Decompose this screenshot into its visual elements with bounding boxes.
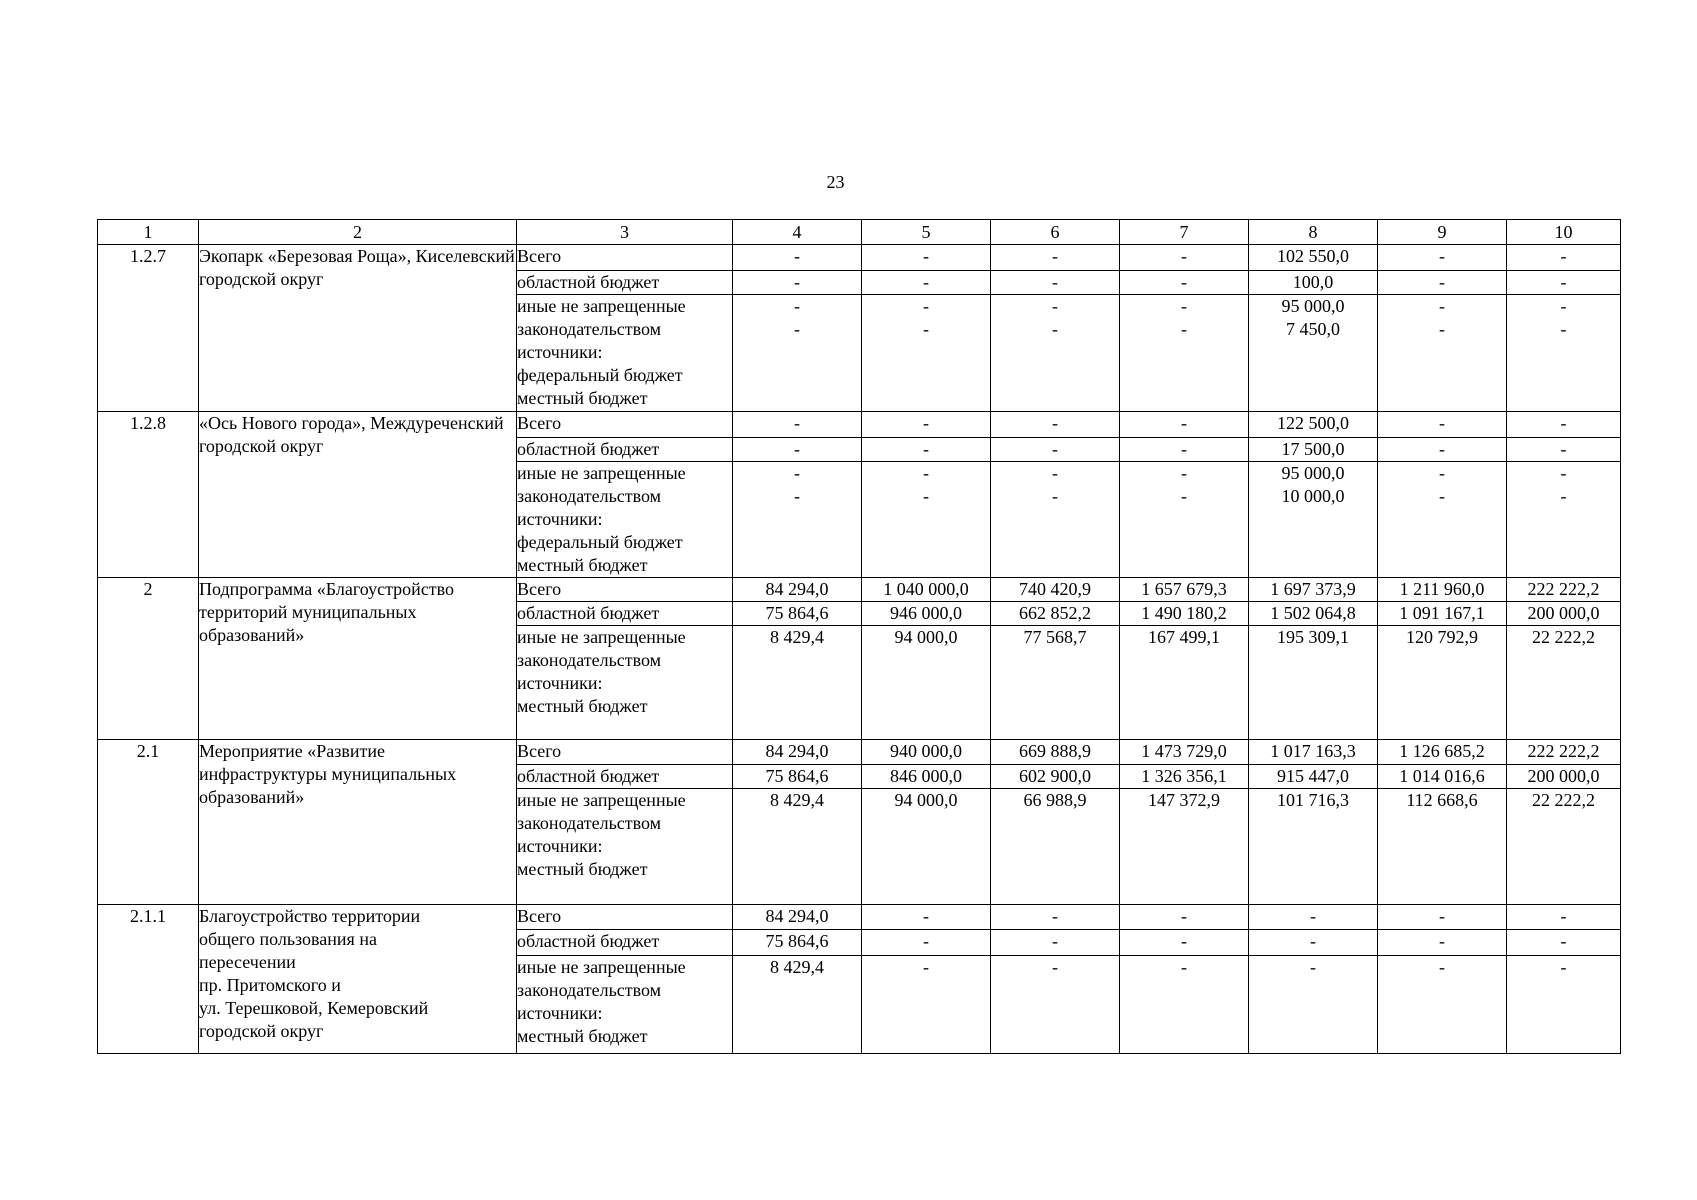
total-value: 740 420,9 bbox=[991, 578, 1120, 602]
column-header: 6 bbox=[991, 220, 1120, 245]
total-value: 1 211 960,0 bbox=[1378, 578, 1507, 602]
source-local-label: местный бюджет bbox=[517, 859, 648, 879]
table-header bbox=[98, 220, 1621, 245]
source-local-label: местный бюджет bbox=[517, 555, 648, 575]
regional-value: 1 091 167,1 bbox=[1378, 602, 1507, 626]
table-body bbox=[98, 245, 1621, 1054]
other-sources-values bbox=[991, 462, 1120, 578]
source-regional-label: областной бюджет bbox=[517, 271, 733, 295]
local-value: - bbox=[794, 486, 800, 506]
total-value: 84 294,0 bbox=[733, 740, 862, 765]
total-value: - bbox=[1120, 412, 1249, 438]
other-sources-values bbox=[862, 295, 991, 412]
local-value: - bbox=[1181, 957, 1187, 977]
regional-value: - bbox=[991, 930, 1120, 956]
column-header: 5 bbox=[862, 220, 991, 245]
column-header: 1 bbox=[98, 220, 199, 245]
source-other-label: иные не запрещенные законодательством источники: bbox=[517, 627, 686, 693]
local-value: 167 499,1 bbox=[1148, 627, 1220, 647]
regional-value: - bbox=[1120, 438, 1249, 462]
other-sources-values bbox=[1249, 295, 1378, 412]
source-regional-label: областной бюджет bbox=[517, 438, 733, 462]
column-number-row bbox=[98, 220, 1621, 245]
total-value: 1 126 685,2 bbox=[1378, 740, 1507, 765]
federal-value: 95 000,0 bbox=[1281, 296, 1345, 316]
column-header: 10 bbox=[1507, 220, 1621, 245]
source-local-label: местный бюджет bbox=[517, 696, 648, 716]
regional-value: 946 000,0 bbox=[862, 602, 991, 626]
source-other-cell bbox=[517, 956, 733, 1054]
total-value: 84 294,0 bbox=[733, 578, 862, 602]
source-other-label: иные не запрещенные законодательством источники: bbox=[517, 296, 686, 362]
total-value: - bbox=[733, 412, 862, 438]
other-sources-values bbox=[1249, 626, 1378, 740]
federal-value: - bbox=[923, 463, 929, 483]
total-value: 222 222,2 bbox=[1507, 578, 1621, 602]
other-sources-values bbox=[1507, 789, 1621, 905]
other-sources-values bbox=[1120, 956, 1249, 1054]
source-other-label: иные не запрещенные законодательством источники: bbox=[517, 957, 686, 1023]
local-value: 101 716,3 bbox=[1277, 790, 1349, 810]
total-value: 669 888,9 bbox=[991, 740, 1120, 765]
local-value: 66 988,9 bbox=[1023, 790, 1087, 810]
total-value: - bbox=[1507, 412, 1621, 438]
local-value: 195 309,1 bbox=[1277, 627, 1349, 647]
source-total-label: Всего bbox=[517, 412, 733, 438]
source-total-label: Всего bbox=[517, 740, 733, 765]
regional-value: - bbox=[1507, 438, 1621, 462]
local-value: 10 000,0 bbox=[1281, 486, 1345, 506]
table-row bbox=[98, 740, 1621, 765]
total-value: 1 017 163,3 bbox=[1249, 740, 1378, 765]
regional-value: - bbox=[1120, 271, 1249, 295]
regional-value: - bbox=[1120, 930, 1249, 956]
total-value: - bbox=[1378, 412, 1507, 438]
other-sources-values bbox=[1120, 295, 1249, 412]
item-name bbox=[199, 905, 517, 1054]
other-sources-values bbox=[1249, 789, 1378, 905]
source-other-label: иные не запрещенные законодательством источники: bbox=[517, 463, 686, 529]
local-value: - bbox=[1052, 486, 1058, 506]
source-total-label: Всего bbox=[517, 245, 733, 271]
source-federal-label: федеральный бюджет bbox=[517, 532, 683, 552]
other-sources-values bbox=[733, 626, 862, 740]
other-sources-values bbox=[1507, 295, 1621, 412]
other-sources-values bbox=[991, 626, 1120, 740]
federal-value: - bbox=[1560, 463, 1567, 483]
source-local-label: местный бюджет bbox=[517, 388, 648, 408]
table-row bbox=[98, 905, 1621, 930]
total-value: - bbox=[991, 905, 1120, 930]
total-value: - bbox=[733, 245, 862, 271]
other-sources-values bbox=[991, 295, 1120, 412]
regional-value: 915 447,0 bbox=[1249, 765, 1378, 789]
total-value: - bbox=[1507, 245, 1621, 271]
other-sources-values bbox=[1120, 462, 1249, 578]
column-header: 3 bbox=[517, 220, 733, 245]
local-value: - bbox=[923, 319, 929, 339]
source-regional-label: областной бюджет bbox=[517, 930, 733, 956]
local-value: 8 429,4 bbox=[770, 957, 824, 977]
total-value: - bbox=[991, 412, 1120, 438]
regional-value: 1 326 356,1 bbox=[1120, 765, 1249, 789]
source-other-cell bbox=[517, 295, 733, 412]
item-name: Подпрограмма «Благоустройство территорий муниципальных образований» bbox=[199, 578, 517, 740]
local-value: 94 000,0 bbox=[894, 627, 958, 647]
budget-table bbox=[97, 219, 1621, 1054]
regional-value: 200 000,0 bbox=[1507, 765, 1621, 789]
local-value: - bbox=[1181, 486, 1187, 506]
table-row bbox=[98, 578, 1621, 602]
source-regional-label: областной бюджет bbox=[517, 765, 733, 789]
federal-value: - bbox=[1181, 296, 1187, 316]
regional-value: - bbox=[862, 271, 991, 295]
regional-value: - bbox=[733, 271, 862, 295]
item-number: 1.2.8 bbox=[98, 412, 199, 578]
column-header: 8 bbox=[1249, 220, 1378, 245]
local-value: 112 668,6 bbox=[1406, 790, 1478, 810]
total-value: - bbox=[1507, 905, 1621, 930]
page-number: 23 bbox=[826, 172, 845, 192]
source-other-cell bbox=[517, 462, 733, 578]
total-value: - bbox=[862, 412, 991, 438]
item-number: 2.1 bbox=[98, 740, 199, 905]
local-value: - bbox=[1560, 486, 1567, 506]
local-value: - bbox=[1439, 957, 1445, 977]
total-value: 1 697 373,9 bbox=[1249, 578, 1378, 602]
item-name-line: пр. Притомского и bbox=[199, 975, 341, 995]
regional-value: 75 864,6 bbox=[733, 930, 862, 956]
regional-value: - bbox=[1249, 930, 1378, 956]
regional-value: 75 864,6 bbox=[733, 602, 862, 626]
regional-value: - bbox=[862, 930, 991, 956]
local-value: 8 429,4 bbox=[770, 627, 824, 647]
item-name: «Ось Нового города», Междуреченский городской округ bbox=[199, 412, 517, 578]
regional-value: 602 900,0 bbox=[991, 765, 1120, 789]
local-value: - bbox=[923, 486, 929, 506]
regional-value: 662 852,2 bbox=[991, 602, 1120, 626]
total-value: 1 040 000,0 bbox=[862, 578, 991, 602]
total-value: - bbox=[1378, 905, 1507, 930]
item-name-line: Благоустройство территории bbox=[199, 906, 421, 926]
regional-value: - bbox=[733, 438, 862, 462]
item-name-line: пересечении bbox=[199, 952, 296, 972]
source-federal-label: федеральный бюджет bbox=[517, 365, 683, 385]
federal-value: - bbox=[794, 296, 800, 316]
regional-value: - bbox=[1378, 271, 1507, 295]
regional-value: - bbox=[862, 438, 991, 462]
federal-value: - bbox=[1052, 296, 1058, 316]
local-value: 147 372,9 bbox=[1148, 790, 1220, 810]
column-header: 9 bbox=[1378, 220, 1507, 245]
other-sources-values bbox=[862, 956, 991, 1054]
total-value: 84 294,0 bbox=[733, 905, 862, 930]
other-sources-values bbox=[733, 956, 862, 1054]
local-value: - bbox=[1560, 957, 1567, 977]
total-value: - bbox=[862, 905, 991, 930]
item-name-line: ул. Терешковой, Кемеровский bbox=[199, 998, 429, 1018]
local-value: - bbox=[1439, 486, 1445, 506]
regional-value: - bbox=[1378, 930, 1507, 956]
source-other-cell bbox=[517, 789, 733, 905]
federal-value: - bbox=[794, 463, 800, 483]
other-sources-values bbox=[1120, 626, 1249, 740]
total-value: 222 222,2 bbox=[1507, 740, 1621, 765]
source-total-label: Всего bbox=[517, 905, 733, 930]
federal-value: - bbox=[923, 296, 929, 316]
regional-value: - bbox=[991, 438, 1120, 462]
local-value: - bbox=[794, 319, 800, 339]
local-value: 120 792,9 bbox=[1406, 627, 1478, 647]
item-name-line: городской округ bbox=[199, 1021, 324, 1041]
federal-value: 95 000,0 bbox=[1281, 463, 1345, 483]
other-sources-values bbox=[1378, 462, 1507, 578]
item-number: 1.2.7 bbox=[98, 245, 199, 412]
source-total-label: Всего bbox=[517, 578, 733, 602]
local-value: 94 000,0 bbox=[894, 790, 958, 810]
other-sources-values bbox=[862, 462, 991, 578]
regional-value: - bbox=[1378, 438, 1507, 462]
other-sources-values bbox=[862, 626, 991, 740]
other-sources-values bbox=[1507, 462, 1621, 578]
regional-value: 75 864,6 bbox=[733, 765, 862, 789]
federal-value: - bbox=[1560, 296, 1567, 316]
total-value: - bbox=[1120, 245, 1249, 271]
local-value: 8 429,4 bbox=[770, 790, 824, 810]
total-value: 122 500,0 bbox=[1249, 412, 1378, 438]
other-sources-values bbox=[733, 462, 862, 578]
regional-value: - bbox=[1507, 271, 1621, 295]
local-value: 22 222,2 bbox=[1532, 790, 1595, 810]
other-sources-values bbox=[1507, 626, 1621, 740]
other-sources-values bbox=[1507, 956, 1621, 1054]
regional-value: 1 490 180,2 bbox=[1120, 602, 1249, 626]
other-sources-values bbox=[1378, 295, 1507, 412]
total-value: - bbox=[991, 245, 1120, 271]
local-value: - bbox=[1310, 957, 1316, 977]
local-value: - bbox=[1181, 319, 1187, 339]
column-header: 7 bbox=[1120, 220, 1249, 245]
local-value: - bbox=[1439, 319, 1445, 339]
other-sources-values bbox=[1249, 956, 1378, 1054]
item-number: 2 bbox=[98, 578, 199, 740]
local-value: 22 222,2 bbox=[1532, 627, 1595, 647]
federal-value: - bbox=[1439, 296, 1445, 316]
total-value: 102 550,0 bbox=[1249, 245, 1378, 271]
regional-value: 1 014 016,6 bbox=[1378, 765, 1507, 789]
total-value: 1 657 679,3 bbox=[1120, 578, 1249, 602]
other-sources-values bbox=[1120, 789, 1249, 905]
source-local-label: местный бюджет bbox=[517, 1026, 648, 1046]
regional-value: - bbox=[991, 271, 1120, 295]
local-value: - bbox=[923, 957, 929, 977]
local-value: - bbox=[1052, 319, 1058, 339]
regional-value: 17 500,0 bbox=[1249, 438, 1378, 462]
local-value: 7 450,0 bbox=[1286, 319, 1340, 339]
other-sources-values bbox=[733, 789, 862, 905]
column-header: 4 bbox=[733, 220, 862, 245]
other-sources-values bbox=[733, 295, 862, 412]
other-sources-values bbox=[1378, 956, 1507, 1054]
item-name: Мероприятие «Развитие инфраструктуры муниципальных образований» bbox=[199, 740, 517, 905]
local-value: - bbox=[1052, 957, 1058, 977]
item-name-line: общего пользования на bbox=[199, 929, 377, 949]
source-other-label: иные не запрещенные законодательством источники: bbox=[517, 790, 686, 856]
other-sources-values bbox=[1378, 789, 1507, 905]
local-value: 77 568,7 bbox=[1023, 627, 1087, 647]
other-sources-values bbox=[991, 789, 1120, 905]
local-value: - bbox=[1560, 319, 1567, 339]
table-row bbox=[98, 412, 1621, 438]
federal-value: - bbox=[1052, 463, 1058, 483]
other-sources-values bbox=[1249, 462, 1378, 578]
total-value: 940 000,0 bbox=[862, 740, 991, 765]
regional-value: - bbox=[1507, 930, 1621, 956]
total-value: - bbox=[1378, 245, 1507, 271]
regional-value: 846 000,0 bbox=[862, 765, 991, 789]
item-name: Экопарк «Березовая Роща», Киселевский городской округ bbox=[199, 245, 517, 412]
total-value: - bbox=[862, 245, 991, 271]
regional-value: 1 502 064,8 bbox=[1249, 602, 1378, 626]
source-other-cell bbox=[517, 626, 733, 740]
federal-value: - bbox=[1439, 463, 1445, 483]
column-header: 2 bbox=[199, 220, 517, 245]
other-sources-values bbox=[862, 789, 991, 905]
source-regional-label: областной бюджет bbox=[517, 602, 733, 626]
total-value: - bbox=[1120, 905, 1249, 930]
other-sources-values bbox=[1378, 626, 1507, 740]
total-value: 1 473 729,0 bbox=[1120, 740, 1249, 765]
other-sources-values bbox=[991, 956, 1120, 1054]
regional-value: 100,0 bbox=[1249, 271, 1378, 295]
table-row bbox=[98, 245, 1621, 271]
total-value: - bbox=[1249, 905, 1378, 930]
item-number: 2.1.1 bbox=[98, 905, 199, 1054]
regional-value: 200 000,0 bbox=[1507, 602, 1621, 626]
federal-value: - bbox=[1181, 463, 1187, 483]
